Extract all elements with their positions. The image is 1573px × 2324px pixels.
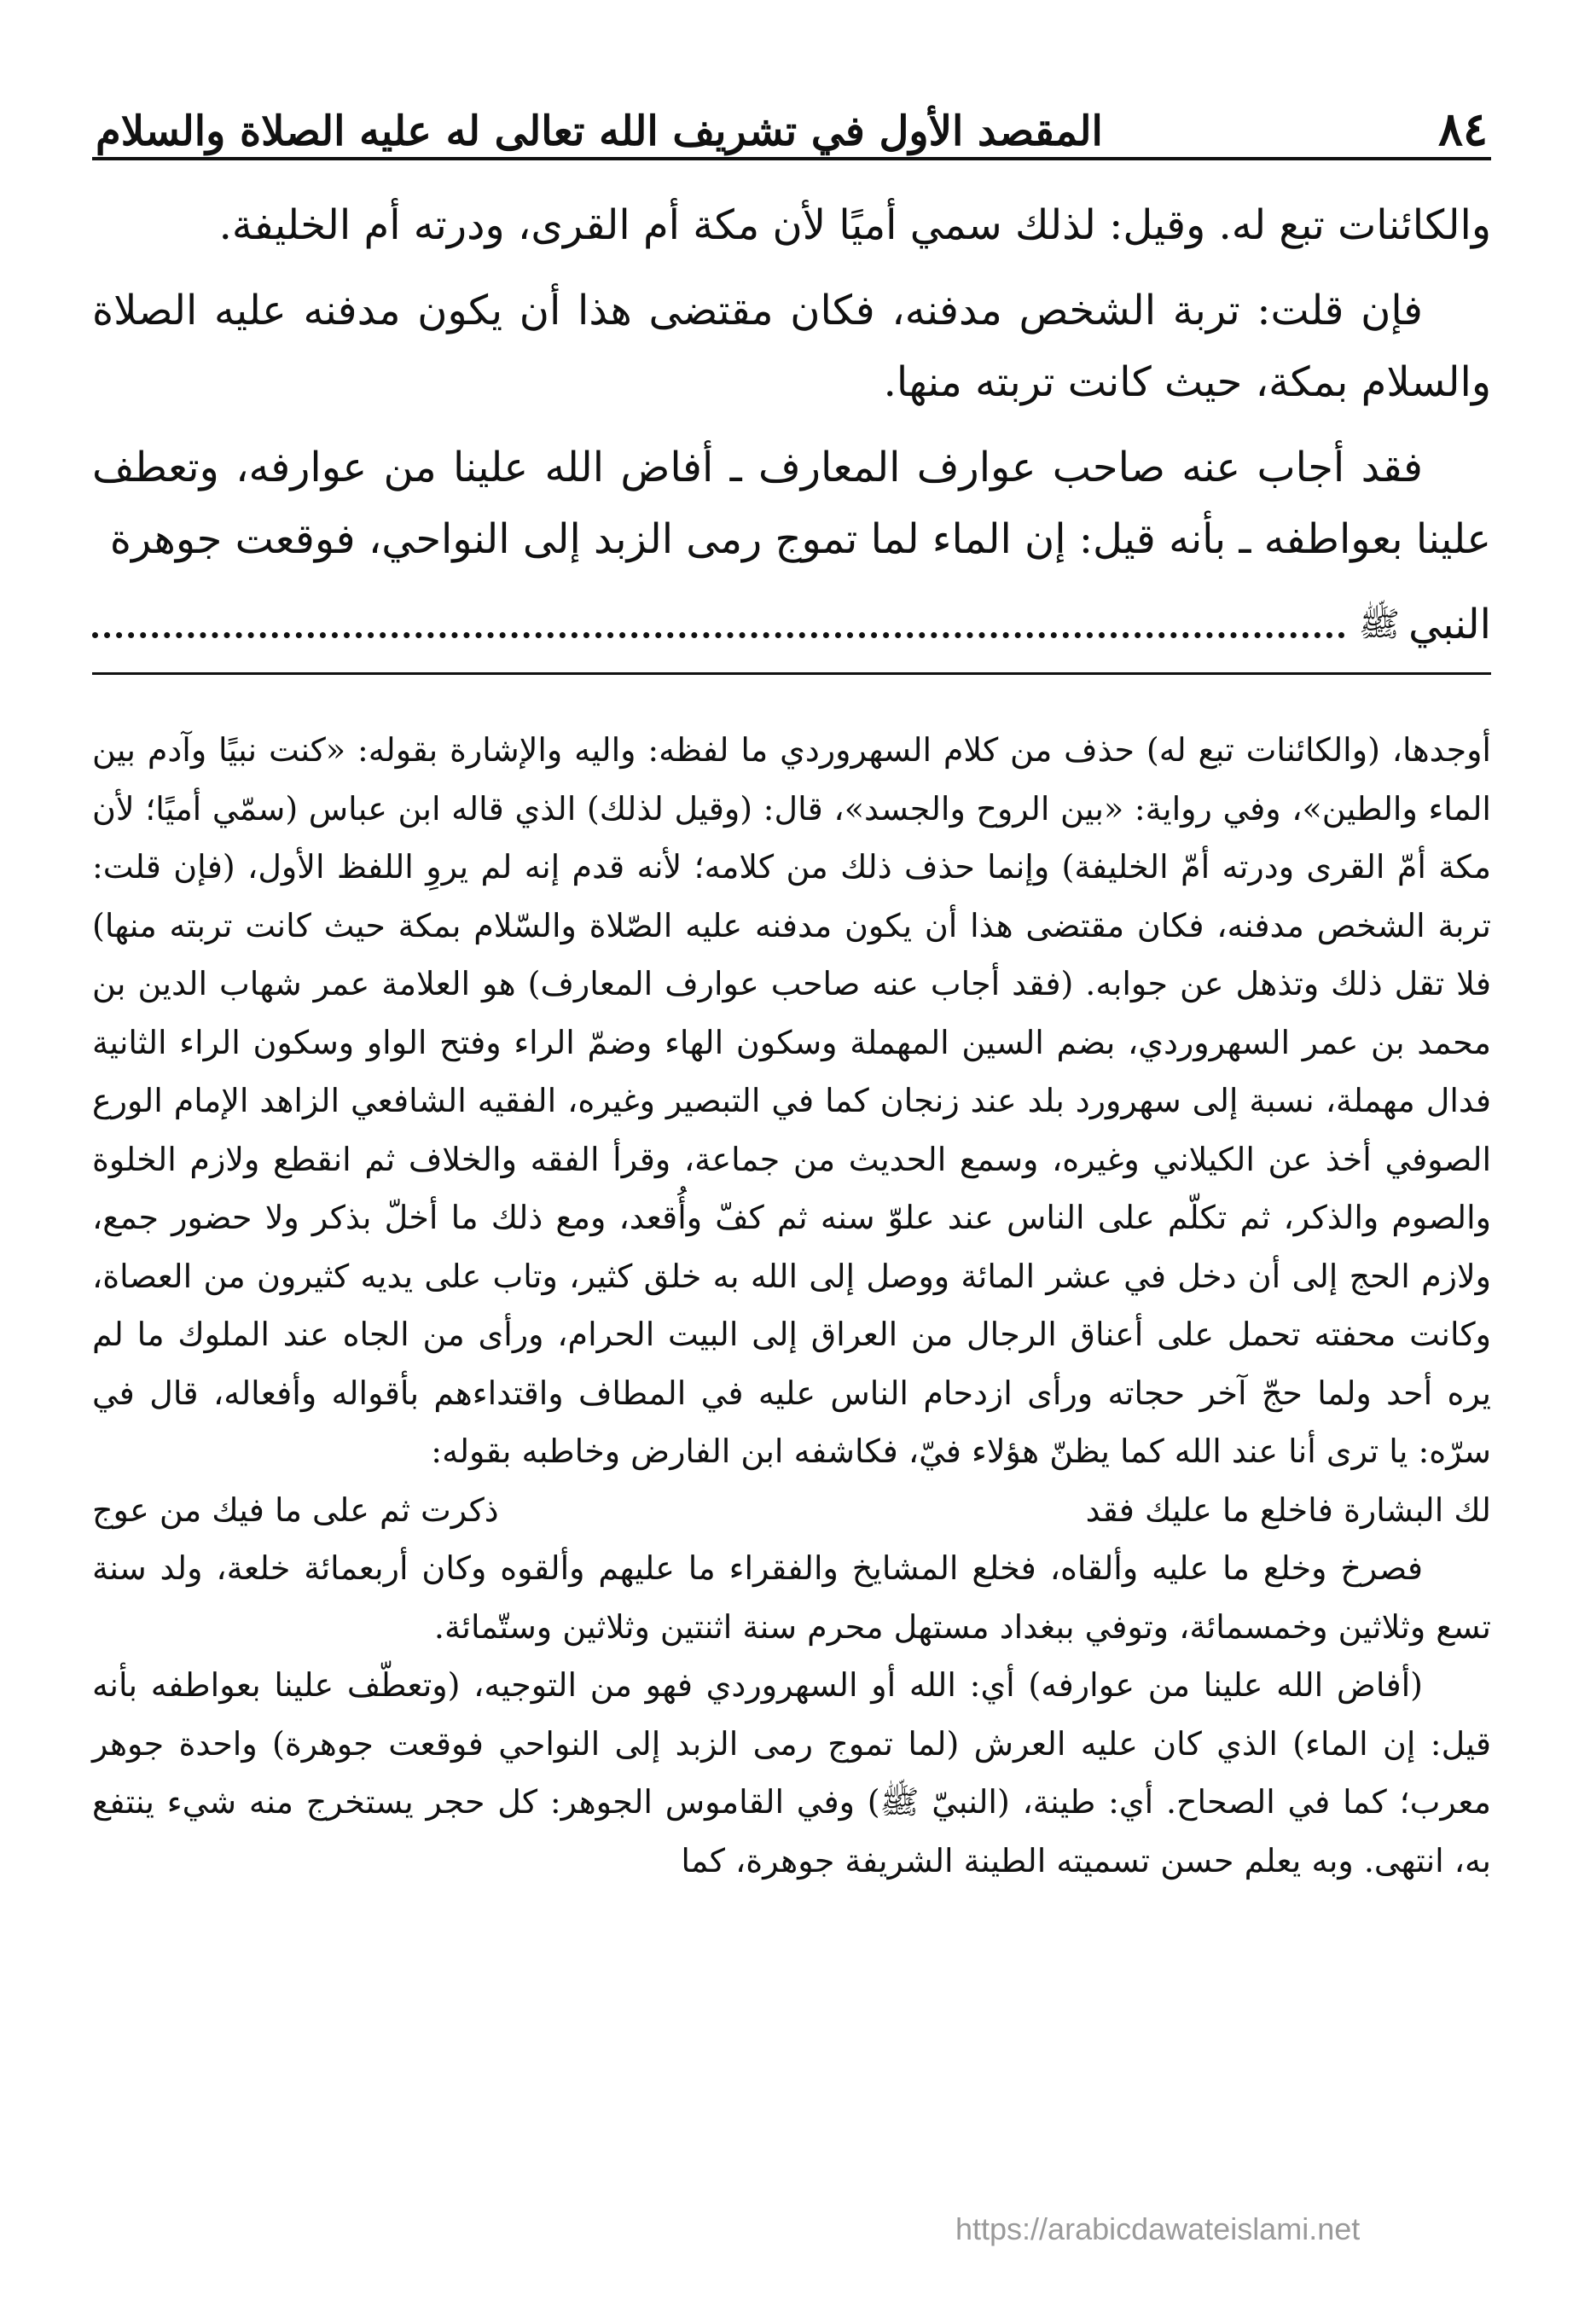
main-text (92, 189, 1491, 660)
main-paragraph-1: والكائنات تبع له. وقيل: لذلك سمي أميًا لأن مكة أم القرى، ودرته أم الخليفة. (218, 201, 1491, 249)
verse-hemistich-1: لك البشارة فاخلع ما عليك فقد (1085, 1490, 1491, 1529)
main-paragraph-2: فإن قلت: تربة الشخص مدفنه، فكان مقتضى هذا أن يكون مدفنه عليه الصلاة والسلام بمكة، حيث كانت تربته منها. (92, 287, 1491, 406)
verse-hemistich-2: ذكرت ثم على ما فيك من عوج (92, 1490, 499, 1529)
main-paragraph-3: فقد أجاب عنه صاحب عوارف المعارف ـ أفاض الله علينا من عوارفه، وتعطف علينا بعواطفه ـ بأنه قيل: إن الماء لما تموج رمى الزبد إلى النواحي، فوقعت جوهرة (92, 444, 1491, 563)
running-title: المقصد الأول في تشريف الله تعالى له عليه الصلاة والسلام (96, 107, 1103, 155)
commentary (92, 721, 1491, 1890)
continuation-dots (92, 632, 1345, 638)
honorific-glyph: ﷺ (1358, 605, 1401, 644)
commentary-final: (أفاض الله علينا من عوارفه) أي: الله أو السهروردي فهو من التوجيه، (وتعطّف علينا بعواطفه بأنه قيل: إن الماء) الذي كان عليه العرش (لما تموج رمى الزبد إلى النواحي فوقعت جوهرة) واحدة جوهر معرب؛ كما في الصحاح. أي: طينة، (النبيّ ﷺ) وفي القاموس الجوهر: كل حجر يستخرج منه شيء ينتفع به، انتهى. وبه يعلم حسن تسميته الطينة الشريفة جوهرة، كما (92, 1666, 1491, 1880)
watermark-url: https://arabicdawateislami.net (955, 2211, 1361, 2246)
page-number: ٨٤ (1437, 102, 1488, 156)
last-word: النبي (1408, 601, 1491, 648)
commentary-paragraph: أوجدها، (والكائنات تبع له) حذف من كلام السهروردي ما لفظه: واليه والإشارة بقوله: «كنت نبيًا وآدم بين الماء والطين»، وفي رواية: «بين الروح والجسد»، قال: (وقيل لذلك) الذي قاله ابن عباس (سمّي أميًا؛ لأن مكة أمّ القرى ودرته أمّ الخليفة) وإنما حذف ذلك من كلامه؛ لأنه قدم إنه لم يروِ اللفظ الأول، (فإن قلت: تربة الشخص مدفنه، فكان مقتضى هذا أن يكون مدفنه عليه الصّلاة والسّلام بمكة حيث كانت تربته منها) فلا تقل ذلك وتذهل عن جوابه. (فقد أجاب عنه صاحب عوارف المعارف) هو العلامة عمر شهاب الدين بن محمد بن عمر السهروردي، بضم السين المهملة وسكون الهاء وضمّ الراء وفتح الواو وسكون الراء الثانية فدال مهملة، نسبة إلى سهرورد بلد عند زنجان كما في التبصير وغيره، الفقيه الشافعي الزاهد الإمام الورع الصوفي أخذ عن الكيلاني وغيره، وسمع الحديث من جماعة، وقرأ الفقه والخلاف ثم انقطع ولازم الخلوة والصوم والذكر، ثم تكلّم على الناس عند علوّ سنه ثم كفّ وأُقعد، ومع ذلك ما أخلّ بذكر ولا حضور جمع، ولازم الحج إلى أن دخل في عشر المائة ووصل إلى الله به خلق كثير، وتاب على يديه كثيرون من العصاة، وكانت محفته تحمل على أعناق الرجال من العراق إلى البيت الحرام، ورأى من الجاه عند الملوك ما لم يره أحد ولما حجّ آخر حجاته ورأى ازدحام الناس عليه في المطاف واقتداءهم بأقواله وأفعاله، قال في سرّه: يا ترى أنا عند الله كما يظنّ هؤلاء فيّ، فكاشفه ابن الفارض وخاطبه بقوله: (92, 731, 1491, 1470)
commentary-after-verse: فصرخ وخلع ما عليه وألقاه، فخلع المشايخ والفقراء ما عليهم وألقوه وكان أربعمائة خلعة، ولد سنة تسع وثلاثين وخمسمائة، وتوفي ببغداد مستهل محرم سنة اثنتين وثلاثين وستّمائة. (92, 1549, 1491, 1646)
continuation-line (92, 589, 1491, 660)
poetry-verse (92, 1481, 1491, 1540)
book-page (92, 94, 1491, 2278)
running-header (92, 94, 1491, 160)
section-divider (92, 672, 1491, 675)
